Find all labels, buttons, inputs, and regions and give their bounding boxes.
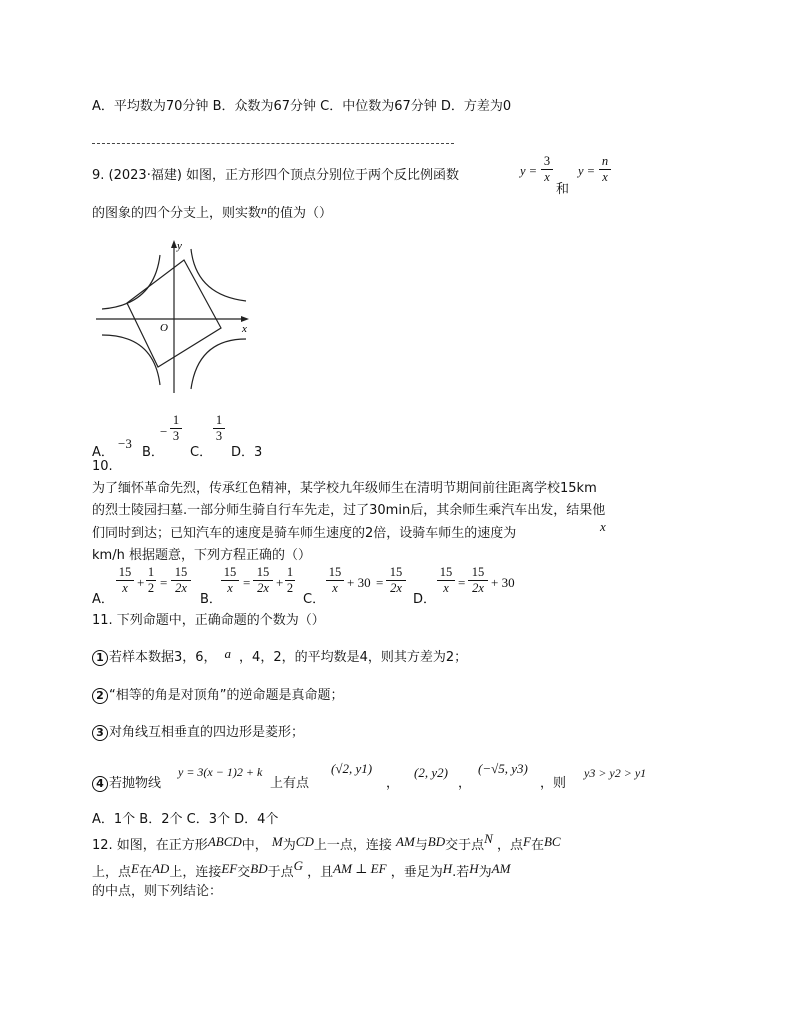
- y-axis-label: y: [177, 240, 182, 252]
- q9-line1: 9. (2023·福建) 如图，正方形四个顶点分别位于两个反比例函数: [92, 168, 460, 183]
- q11-s3-number: 3: [92, 725, 108, 741]
- q9-opt-b-prefix: B．: [142, 445, 164, 460]
- q11-s2: “相等的角是对顶角”的逆命题是真命题；: [109, 688, 344, 703]
- q11-point-3: (−√5, y3): [478, 761, 528, 776]
- q9-opt-c-frac: [213, 414, 225, 443]
- q10-c-plus30: + 30: [347, 575, 371, 590]
- q11-title: 11. 下列命题中，正确命题的个数为（）: [92, 613, 325, 628]
- q9-f1-den: x: [544, 170, 550, 184]
- section-separator: [92, 143, 454, 144]
- q12-abcd: ABCD: [207, 834, 242, 849]
- q10-a-frac2: 1 2: [147, 565, 155, 595]
- q9-line2: [92, 202, 332, 221]
- q10-line4: km/h 根据题意，下列方程正确的（）: [92, 548, 311, 563]
- q10-line2: 的烈士陵园扫墓.一部分师生骑自行车先走，过了30min后，其余师生乘汽车出发，结果他: [92, 503, 606, 518]
- q9-f1-lhs: y =: [520, 164, 538, 178]
- q10-number: 10.: [92, 459, 113, 474]
- q10-a-frac1: 15 x: [116, 566, 134, 595]
- q11-s4a: 若抛物线: [109, 776, 162, 791]
- q10-c-frac2: 15 2x: [386, 566, 406, 595]
- q9-opt-b-frac: [170, 414, 182, 443]
- q10-c-frac1: 15 x: [326, 566, 344, 595]
- q11-statement-2: [92, 684, 343, 704]
- q11-statement-1: [92, 646, 467, 666]
- q11-comma-1: ，: [386, 776, 400, 791]
- q9-n: n: [261, 203, 268, 217]
- q9-f2-frac: [599, 155, 611, 184]
- q10-a-plus: +: [137, 575, 145, 590]
- q11-s1a: 若样本数据3，6，: [109, 650, 217, 665]
- q9-f2-den: x: [602, 170, 608, 184]
- q9-f1-num: 3: [543, 154, 551, 168]
- q10-line3: 们同时到达；已知汽车的速度是骑车师生速度的2倍，设骑车师生的速度为: [92, 526, 517, 541]
- q9-f2-num: n: [601, 154, 609, 168]
- q9-line2b: 的值为（）: [267, 206, 333, 221]
- q10-c-eq: =: [376, 575, 384, 590]
- q11-s4c: ，则: [540, 776, 567, 791]
- q9-opt-a-val: −3: [118, 436, 132, 451]
- branch-q3: [102, 335, 160, 385]
- q10-b-plus: +: [276, 575, 284, 590]
- q9-line2a: 的图象的四个分支上，则实数: [92, 206, 262, 221]
- q10-b-eq: =: [243, 575, 251, 590]
- q10-d-plus30: + 30: [491, 575, 515, 590]
- q11-s4b: 上有点: [270, 776, 310, 791]
- q9-opt-b-neg: −: [160, 424, 168, 439]
- branch-q2: [102, 255, 160, 309]
- q12-line3: 的中点，则下列结论：: [92, 884, 223, 899]
- q9-opt-d: D．3: [231, 445, 263, 460]
- q10-opt-b-prefix: B．: [200, 592, 222, 607]
- q10-d-frac2: 15 2x: [468, 566, 488, 595]
- q10-line1: 为了缅怀革命先烈，传承红色精神，某学校九年级师生在清明节期间前往距离学校15km: [92, 481, 597, 496]
- q11-s2-number: 2: [92, 688, 108, 704]
- q10-d-eq: =: [458, 575, 466, 590]
- q11-s1-a: a: [224, 646, 232, 661]
- q11-comma-2: ，: [458, 776, 472, 791]
- q11-s1b: ，4，2，的平均数是4，则其方差为2；: [239, 650, 468, 665]
- x-axis-label: x: [242, 323, 247, 335]
- q10-x: x: [600, 519, 606, 534]
- q9-opt-a-prefix: A．: [92, 445, 114, 460]
- q10-b-frac3: 1 2: [286, 565, 294, 595]
- branch-q1: [191, 249, 246, 301]
- origin-label: O: [160, 322, 168, 334]
- q11-s4-lead: [92, 772, 161, 792]
- q9-f1-frac: [541, 155, 553, 184]
- q10-b-frac1: 15 x: [221, 566, 239, 595]
- q9-graph: [94, 235, 254, 395]
- q11-parabola-eq: y = 3(x − 1)2 + k: [178, 765, 263, 779]
- q10-opt-c-prefix: C．: [303, 592, 326, 607]
- q11-point-1: (√2, y1): [331, 761, 373, 776]
- q11-inequality: y3 > y2 > y1: [584, 766, 647, 780]
- q9-opt-c-num: 1: [215, 413, 223, 427]
- q11-s1-number: 1: [92, 650, 108, 666]
- q9-opt-c-prefix: C．: [190, 445, 213, 460]
- q10-opt-d-prefix: D．: [413, 592, 437, 607]
- q11-s3: 对角线互相垂直的四边形是菱形；: [109, 725, 305, 740]
- q11-statement-3: [92, 721, 304, 741]
- q9-opt-b-den: 3: [172, 429, 180, 443]
- x-axis-arrow: [241, 316, 249, 322]
- q8-options: A．平均数为70分钟 B．众数为67分钟 C．中位数为67分钟 D．方差为0: [92, 99, 512, 114]
- q11-options: A．1个 B．2个 C．3个 D．4个: [92, 812, 279, 827]
- q10-b-frac2: 15 2x: [253, 566, 273, 595]
- q9-and: 和: [556, 182, 570, 197]
- q11-s4-number: 4: [92, 776, 108, 792]
- q9-f2-lhs: y =: [578, 164, 596, 178]
- q10-opt-a-prefix: A．: [92, 592, 114, 607]
- q10-d-frac1: 15 x: [437, 566, 455, 595]
- q10-a-frac3: 15 2x: [171, 566, 191, 595]
- branch-q4: [191, 339, 246, 389]
- q9-opt-c-den: 3: [215, 429, 223, 443]
- q11-point-2: (2, y2): [414, 765, 448, 780]
- q10-a-eq: =: [160, 575, 168, 590]
- q12-line2: 上，点E在AD上，连接EF交BD于点G ，且AM ⊥ EF ，垂足为H.若H为AM: [92, 858, 511, 880]
- q12-line1: 12. 如图，在正方形ABCD中， M为CD上一点，连接 AM与BD交于点N ，点F在BC: [92, 831, 561, 853]
- q9-opt-b-num: 1: [172, 413, 180, 427]
